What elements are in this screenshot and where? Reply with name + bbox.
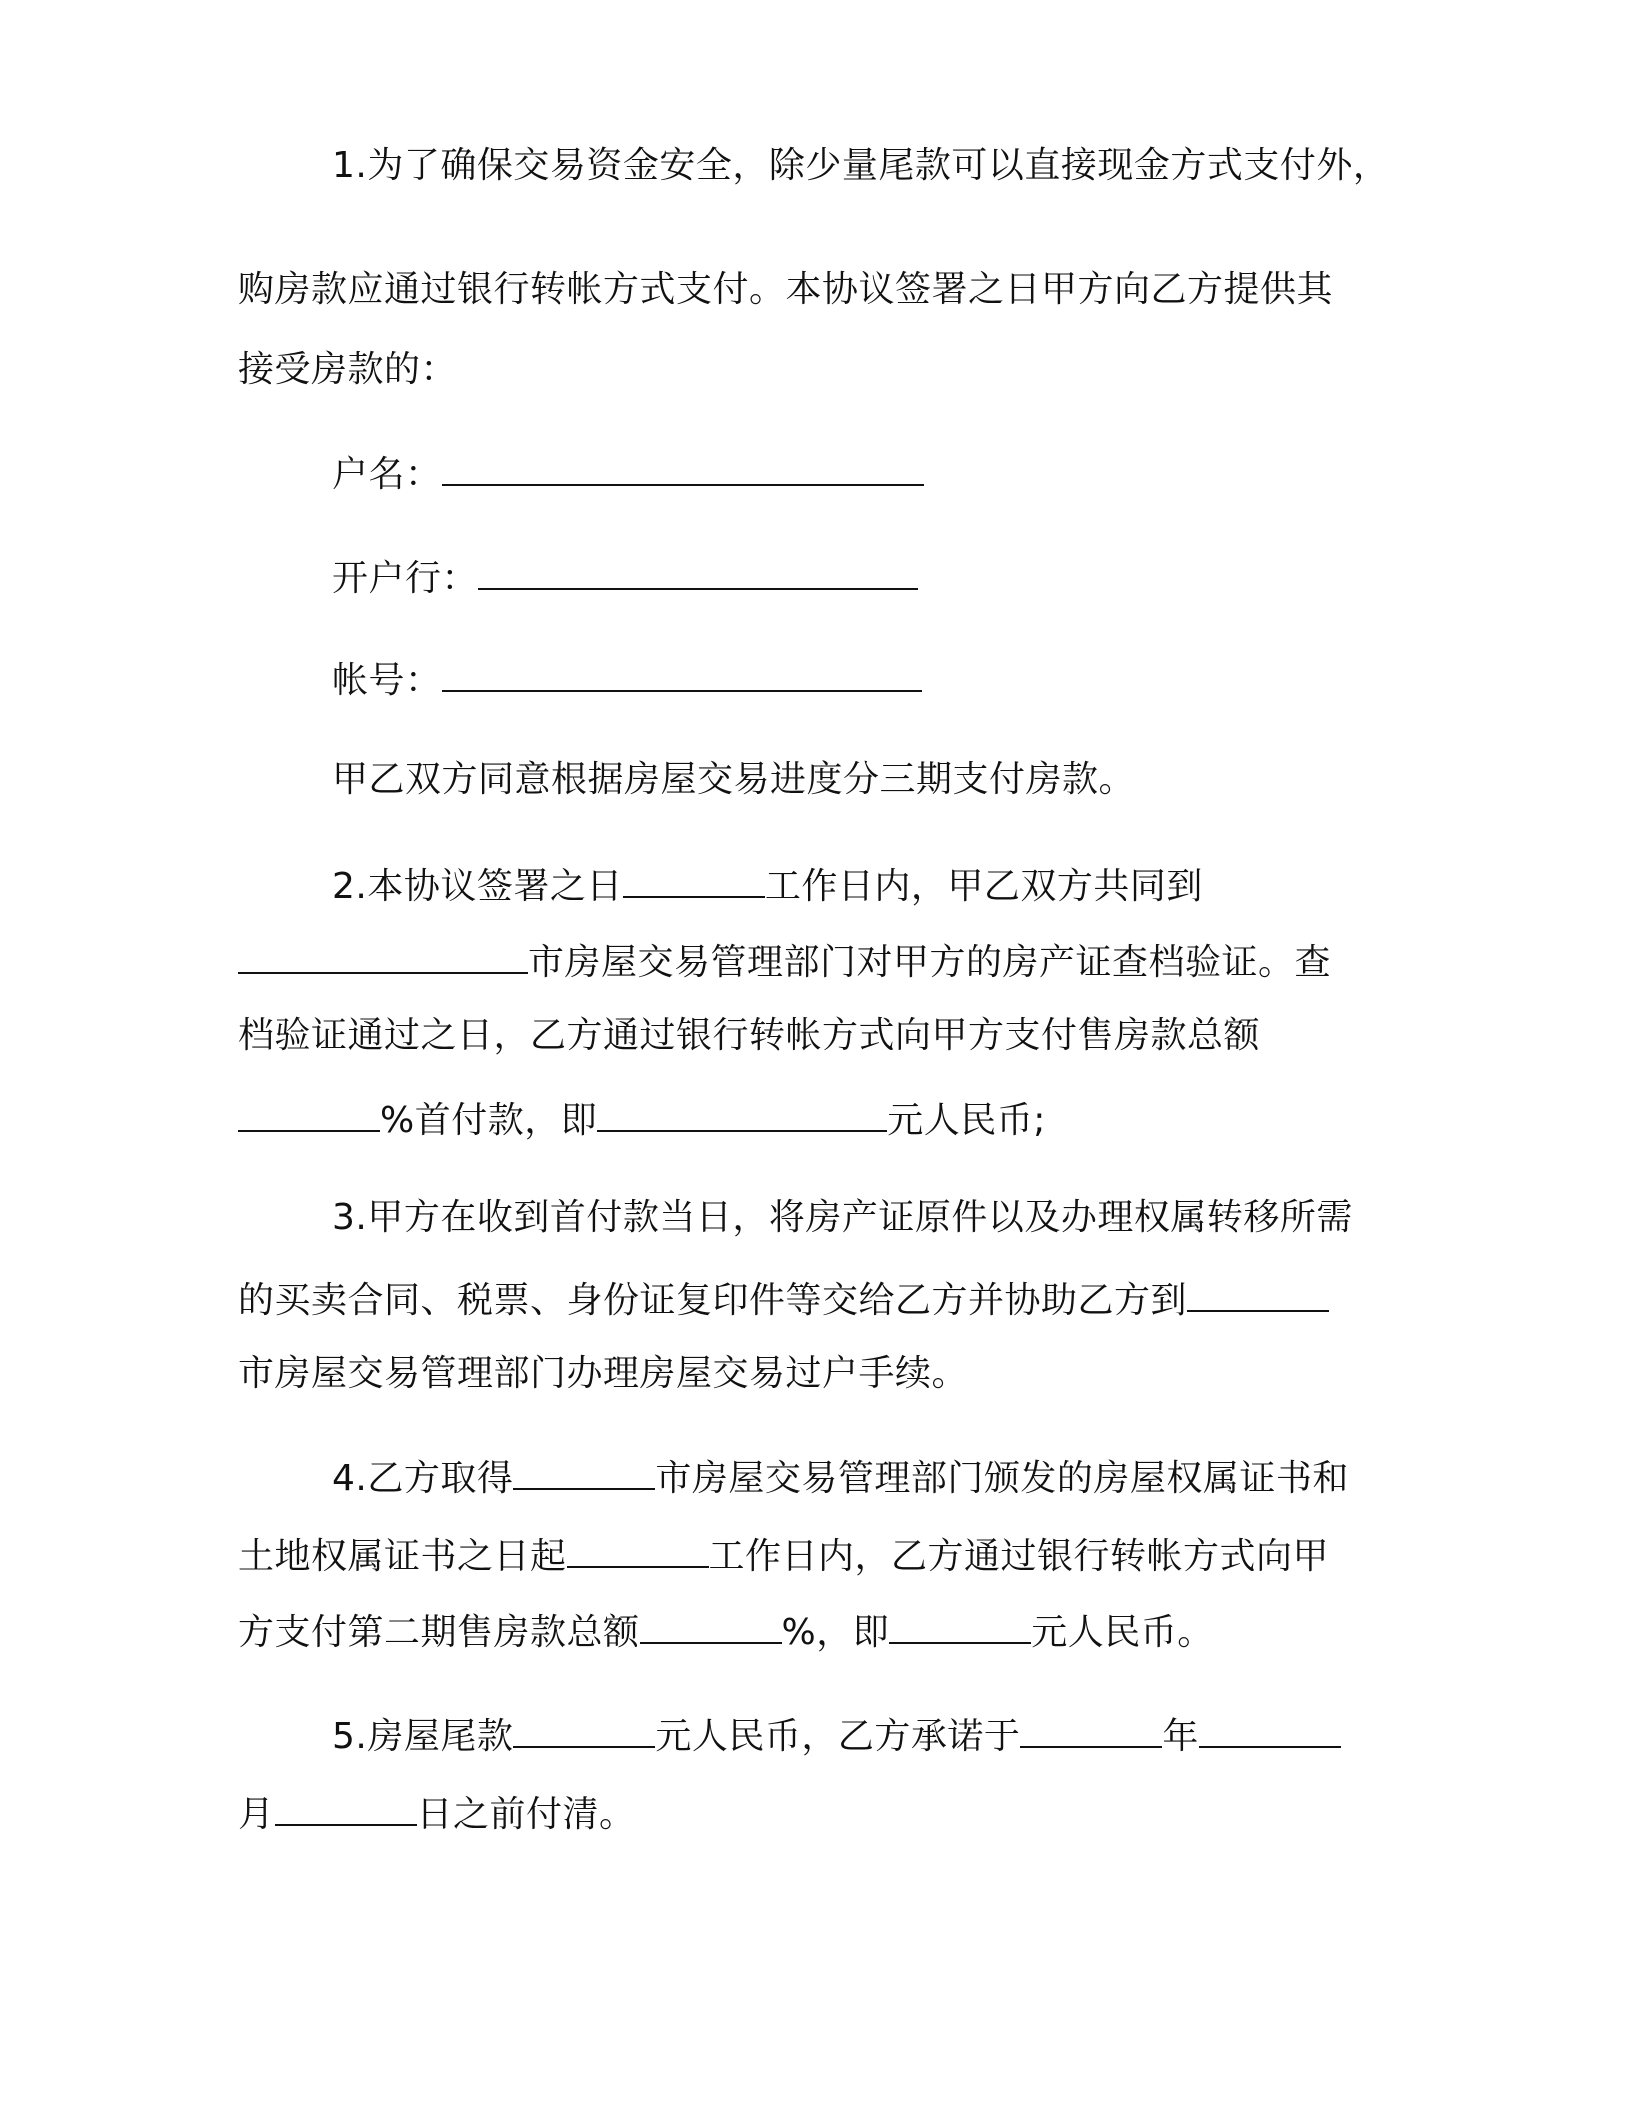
text: 市房屋交易管理部门颁发的房屋权属证书和 [655, 1458, 1349, 1499]
section-2-line-2 [238, 942, 1331, 981]
section-3-line-2 [238, 1280, 1329, 1319]
section-2-line-1 [332, 866, 1203, 905]
section-2-line-4 [238, 1100, 1046, 1139]
section-4-line-3 [238, 1612, 1214, 1651]
text: 购房款应通过银行转帐方式支付。本协议签署之日甲方向乙方提供其 [238, 269, 1334, 310]
city-blank [1187, 1280, 1329, 1312]
bank-label: 开户行： [332, 558, 479, 599]
text: 元人民币; [887, 1100, 1046, 1141]
section-5-line-1 [332, 1716, 1341, 1755]
text: 档验证通过之日，乙方通过银行转帐方式向甲方支付售房款总额 [238, 1015, 1261, 1056]
day-blank [275, 1794, 417, 1826]
text: 元人民币，乙方承诺于 [655, 1716, 1021, 1757]
account-number-label: 帐号： [332, 660, 442, 701]
workdays-blank [623, 866, 765, 898]
section-1-line-2 [238, 269, 1334, 310]
text: 土地权属证书之日起 [238, 1536, 567, 1577]
percent-blank [238, 1100, 380, 1132]
workdays-blank [567, 1536, 709, 1568]
text: 市房屋交易管理部门对甲方的房产证查档验证。查 [528, 942, 1332, 983]
account-name-row [332, 454, 924, 493]
section-4-line-2 [238, 1536, 1329, 1575]
text: 2.本协议签署之日 [332, 866, 623, 907]
text: 4.乙方取得 [332, 1458, 514, 1499]
text: 日之前付清。 [416, 1794, 636, 1835]
account-number-row [332, 660, 922, 699]
section-1-line-3 [238, 349, 458, 390]
text: 工作日内，甲乙双方共同到 [764, 866, 1203, 907]
amount-blank [513, 1716, 655, 1748]
bank-blank [478, 558, 918, 590]
text: 5.房屋尾款 [332, 1716, 514, 1757]
text: 市房屋交易管理部门办理房屋交易过户手续。 [238, 1353, 969, 1394]
city-blank [513, 1458, 655, 1490]
month-blank [1199, 1716, 1341, 1748]
percent-blank [640, 1612, 782, 1644]
section-1-line-1 [332, 145, 1390, 186]
account-number-blank [442, 660, 922, 692]
text: 年 [1162, 1716, 1199, 1757]
text: 月 [238, 1794, 275, 1835]
text: 元人民币。 [1031, 1612, 1214, 1653]
text: 的买卖合同、税票、身份证复印件等交给乙方并协助乙方到 [238, 1280, 1188, 1321]
text: %首付款，即 [380, 1100, 598, 1141]
section-2-line-3 [238, 1015, 1261, 1056]
section-3-line-3 [238, 1353, 969, 1394]
text: 工作日内，乙方通过银行转帐方式向甲 [708, 1536, 1330, 1577]
text: 甲乙双方同意根据房屋交易进度分三期支付房款。 [332, 759, 1136, 800]
year-blank [1020, 1716, 1162, 1748]
text: 接受房款的： [238, 349, 458, 390]
section-3-line-1 [332, 1197, 1353, 1238]
bank-row [332, 558, 918, 597]
text: 3.甲方在收到首付款当日，将房产证原件以及办理权属转移所需 [332, 1197, 1353, 1238]
account-name-blank [442, 454, 924, 486]
account-name-label: 户名： [332, 454, 442, 495]
section-5-line-2 [238, 1794, 636, 1833]
installments-note [332, 759, 1136, 800]
section-4-line-1 [332, 1458, 1349, 1497]
text: 方支付第二期售房款总额 [238, 1612, 640, 1653]
amount-blank [889, 1612, 1031, 1644]
text: 1.为了确保交易资金安全，除少量尾款可以直接现金方式支付外， [332, 145, 1390, 186]
amount-blank [597, 1100, 887, 1132]
city-blank [238, 942, 528, 974]
text: %，即 [781, 1612, 890, 1653]
